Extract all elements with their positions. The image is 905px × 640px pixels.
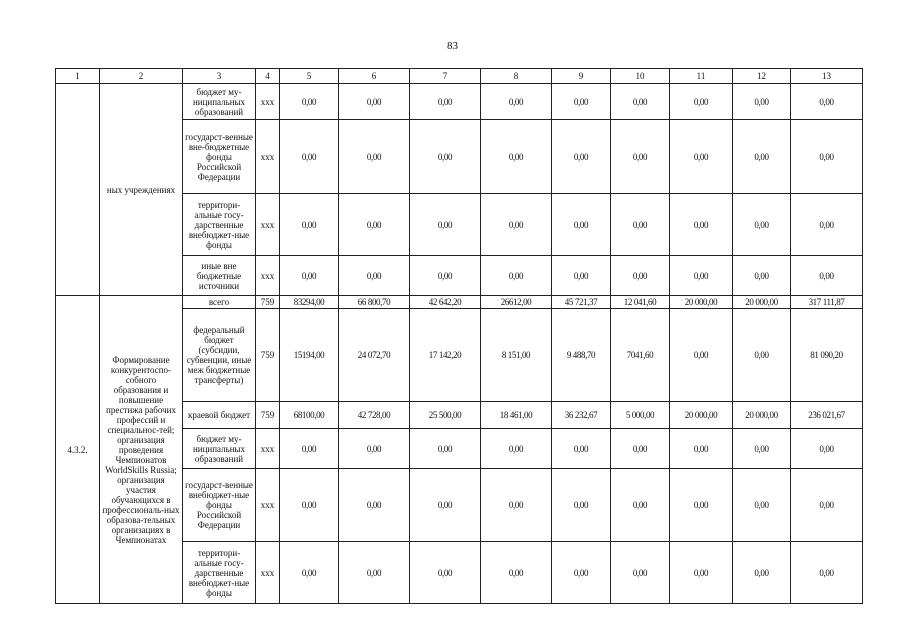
- value-cell: 0,00: [410, 194, 481, 256]
- value-cell: 0,00: [481, 469, 552, 542]
- value-cell: 317 111,87: [791, 296, 863, 309]
- value-cell: 0,00: [552, 429, 611, 469]
- value-cell: 0,00: [339, 194, 410, 256]
- code-cell: 759: [256, 309, 280, 402]
- value-cell: 0,00: [611, 542, 670, 604]
- value-cell: 83294,00: [280, 296, 339, 309]
- value-cell: 0,00: [791, 429, 863, 469]
- value-cell: 0,00: [791, 469, 863, 542]
- column-header: 13: [791, 69, 863, 84]
- column-header: 12: [733, 69, 791, 84]
- value-cell: 0,00: [733, 309, 791, 402]
- value-cell: 0,00: [280, 120, 339, 194]
- value-cell: 81 090,20: [791, 309, 863, 402]
- value-cell: 0,00: [280, 469, 339, 542]
- value-cell: 0,00: [410, 256, 481, 296]
- value-cell: 0,00: [670, 469, 733, 542]
- funding-source: бюджет му-ниципальных образований: [183, 429, 256, 469]
- value-cell: 0,00: [791, 542, 863, 604]
- code-cell: ххх: [256, 120, 280, 194]
- funding-source: всего: [183, 296, 256, 309]
- value-cell: 66 800,70: [339, 296, 410, 309]
- value-cell: 68100,00: [280, 402, 339, 429]
- value-cell: 0,00: [733, 84, 791, 120]
- value-cell: 20 000,00: [733, 402, 791, 429]
- header-row: [56, 69, 863, 84]
- table-row: [56, 296, 863, 309]
- value-cell: 42 642,20: [410, 296, 481, 309]
- value-cell: 0,00: [481, 194, 552, 256]
- value-cell: 0,00: [552, 542, 611, 604]
- value-cell: 0,00: [611, 120, 670, 194]
- value-cell: 20 000,00: [733, 296, 791, 309]
- funding-source: государст-венные внебюджет-ные фонды Российской Федерации: [183, 469, 256, 542]
- value-cell: 0,00: [670, 256, 733, 296]
- value-cell: 20 000,00: [670, 402, 733, 429]
- value-cell: 0,00: [410, 469, 481, 542]
- value-cell: 0,00: [481, 84, 552, 120]
- value-cell: 5 000,00: [611, 402, 670, 429]
- funding-source: федеральный бюджет (субсидии, субвенции, иные меж бюджетные трансферты): [183, 309, 256, 402]
- value-cell: 0,00: [611, 194, 670, 256]
- value-cell: 26612,00: [481, 296, 552, 309]
- value-cell: 0,00: [733, 429, 791, 469]
- column-header: 3: [183, 69, 256, 84]
- value-cell: 0,00: [410, 429, 481, 469]
- value-cell: 0,00: [733, 469, 791, 542]
- funding-source: бюджет му-ниципальных образований: [183, 84, 256, 120]
- code-cell: ххх: [256, 542, 280, 604]
- funding-source: государст-венные вне-бюджетные фонды Российской Федерации: [183, 120, 256, 194]
- value-cell: 0,00: [339, 120, 410, 194]
- budget-table: [55, 68, 863, 604]
- value-cell: 0,00: [733, 542, 791, 604]
- value-cell: 18 461,00: [481, 402, 552, 429]
- value-cell: 0,00: [611, 256, 670, 296]
- measure-name: Формирование конкурентоспо-собного образования и повышение престижа рабочих профессий и специальнос-тей; организация проведения Чемпионатов WorldSkills Russia; организация участия обучающихся в профессиональ-ных образова-тельных организациях в Чемпионатах: [100, 296, 183, 604]
- code-cell: ххх: [256, 194, 280, 256]
- column-header: 6: [339, 69, 410, 84]
- value-cell: 0,00: [552, 84, 611, 120]
- table-row: [56, 84, 863, 120]
- value-cell: 20 000,00: [670, 296, 733, 309]
- value-cell: 25 500,00: [410, 402, 481, 429]
- value-cell: 0,00: [410, 120, 481, 194]
- value-cell: 0,00: [611, 84, 670, 120]
- code-cell: ххх: [256, 469, 280, 542]
- value-cell: 0,00: [410, 84, 481, 120]
- value-cell: 0,00: [670, 542, 733, 604]
- value-cell: 0,00: [280, 84, 339, 120]
- value-cell: 0,00: [670, 120, 733, 194]
- code-cell: ххх: [256, 256, 280, 296]
- value-cell: 0,00: [670, 309, 733, 402]
- value-cell: 0,00: [339, 256, 410, 296]
- value-cell: 0,00: [280, 542, 339, 604]
- value-cell: 42 728,00: [339, 402, 410, 429]
- value-cell: 0,00: [481, 120, 552, 194]
- column-header: 1: [56, 69, 100, 84]
- funding-source: территори-альные госу-дарственные внебюджет-ные фонды: [183, 194, 256, 256]
- value-cell: 0,00: [791, 194, 863, 256]
- column-header: 9: [552, 69, 611, 84]
- value-cell: 15194,00: [280, 309, 339, 402]
- value-cell: 0,00: [611, 429, 670, 469]
- column-header: 11: [670, 69, 733, 84]
- column-header: 4: [256, 69, 280, 84]
- page-number: 83: [447, 40, 458, 52]
- value-cell: 0,00: [552, 194, 611, 256]
- funding-source: краевой бюджет: [183, 402, 256, 429]
- value-cell: 0,00: [552, 469, 611, 542]
- column-header: 10: [611, 69, 670, 84]
- column-header: 2: [100, 69, 183, 84]
- value-cell: 236 021,67: [791, 402, 863, 429]
- value-cell: 0,00: [791, 256, 863, 296]
- value-cell: 45 721,37: [552, 296, 611, 309]
- value-cell: 0,00: [410, 542, 481, 604]
- value-cell: 0,00: [791, 84, 863, 120]
- value-cell: 9 488,70: [552, 309, 611, 402]
- value-cell: 0,00: [552, 120, 611, 194]
- value-cell: 0,00: [481, 429, 552, 469]
- value-cell: 0,00: [611, 469, 670, 542]
- code-cell: ххх: [256, 429, 280, 469]
- value-cell: 0,00: [339, 84, 410, 120]
- value-cell: 7041,60: [611, 309, 670, 402]
- value-cell: 0,00: [670, 429, 733, 469]
- value-cell: 0,00: [552, 256, 611, 296]
- column-header: 7: [410, 69, 481, 84]
- value-cell: 12 041,60: [611, 296, 670, 309]
- code-cell: 759: [256, 296, 280, 309]
- value-cell: 0,00: [280, 256, 339, 296]
- value-cell: 36 232,67: [552, 402, 611, 429]
- funding-source: территори-альные госу-дарственные внебюджет-ные фонды: [183, 542, 256, 604]
- value-cell: 0,00: [280, 429, 339, 469]
- value-cell: 0,00: [339, 429, 410, 469]
- value-cell: 0,00: [339, 469, 410, 542]
- value-cell: 0,00: [791, 120, 863, 194]
- value-cell: 17 142,20: [410, 309, 481, 402]
- value-cell: 8 151,00: [481, 309, 552, 402]
- value-cell: 0,00: [733, 256, 791, 296]
- measure-name: ных учреждениях: [100, 84, 183, 296]
- column-header: 5: [280, 69, 339, 84]
- value-cell: 0,00: [670, 84, 733, 120]
- row-code: 4.3.2.: [56, 296, 100, 604]
- value-cell: 24 072,70: [339, 309, 410, 402]
- code-cell: ххх: [256, 84, 280, 120]
- funding-source: иные вне бюджетные источники: [183, 256, 256, 296]
- value-cell: 0,00: [733, 120, 791, 194]
- value-cell: 0,00: [481, 542, 552, 604]
- value-cell: 0,00: [733, 194, 791, 256]
- value-cell: 0,00: [280, 194, 339, 256]
- value-cell: 0,00: [481, 256, 552, 296]
- value-cell: 0,00: [670, 194, 733, 256]
- column-header: 8: [481, 69, 552, 84]
- row-code: [56, 84, 100, 296]
- value-cell: 0,00: [339, 542, 410, 604]
- code-cell: 759: [256, 402, 280, 429]
